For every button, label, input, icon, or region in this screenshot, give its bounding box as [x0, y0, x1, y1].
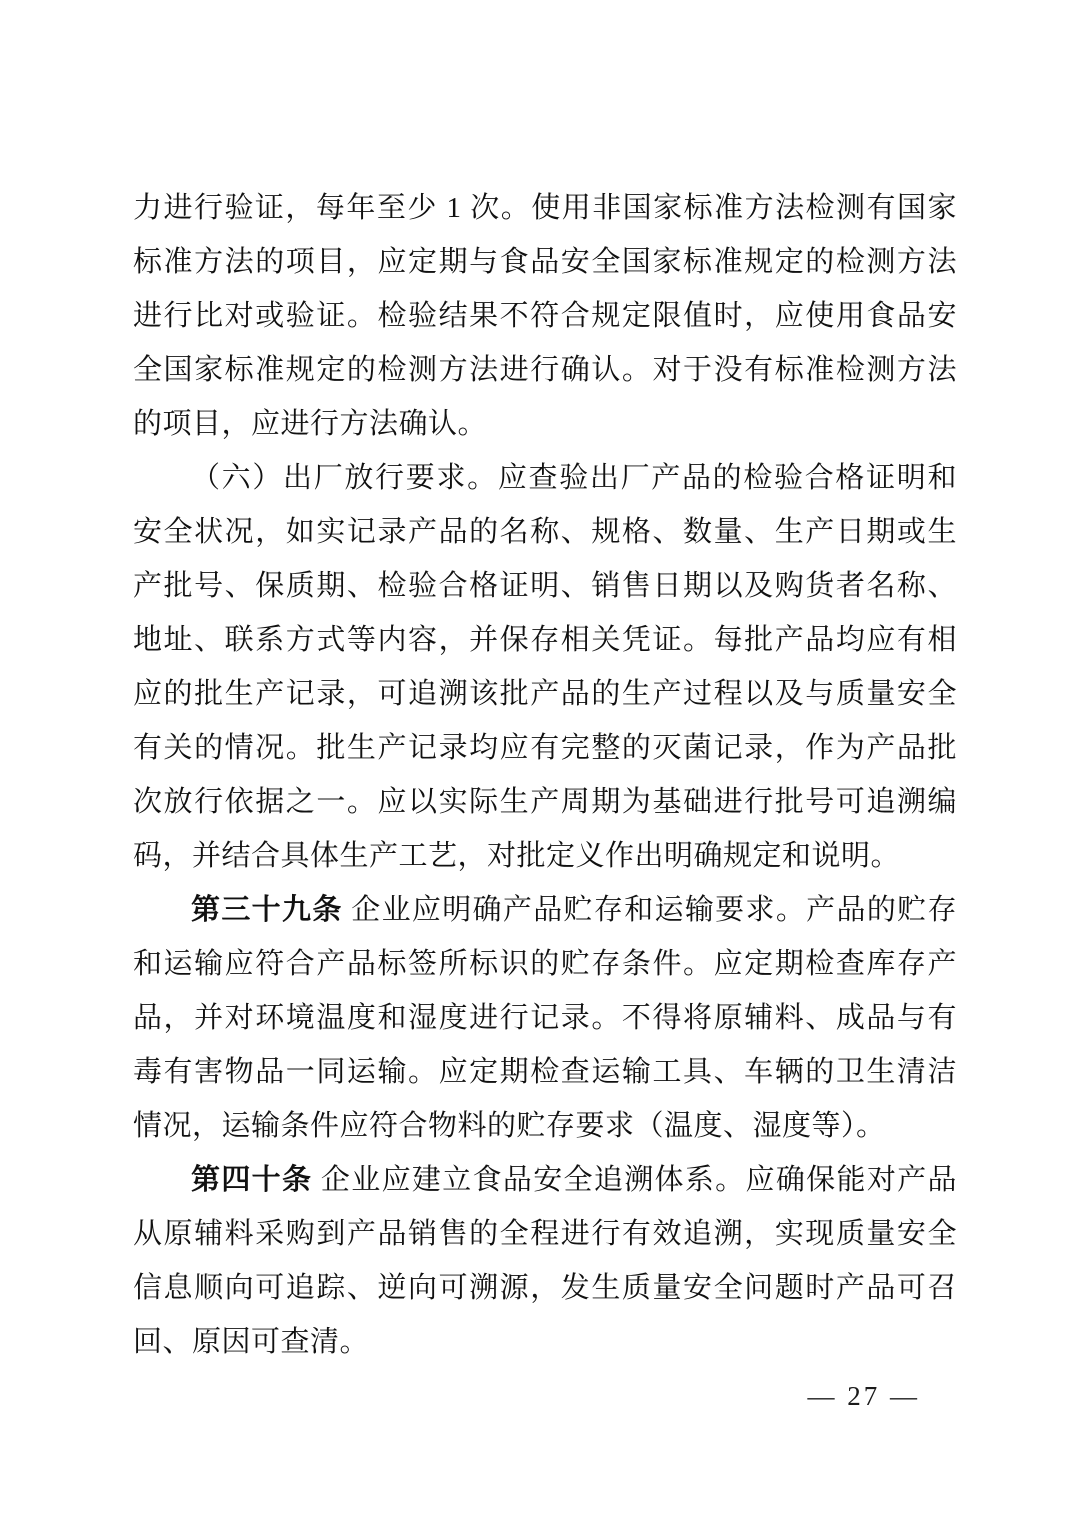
paragraph — [133, 451, 957, 883]
paragraph — [133, 883, 957, 1153]
article-number: 第四十条 — [191, 1164, 313, 1196]
paragraph-text: （六）出厂放行要求。应查验出厂产品的检验合格证明和安全状况，如实记录产品的名称、规格、数量、生产日期或生产批号、保质期、检验合格证明、销售日期以及购货者名称、地址、联系方式等内容，并保存相关凭证。每批产品均应有相应的批生产记录，可追溯该批产品的生产过程以及与质量安全有关的情况。批生产记录均应有完整的灭菌记录，作为产品批次放行依据之一。应以实际生产周期为基础进行批号可追溯编码，并结合具体生产工艺，对批定义作出明确规定和说明。 — [133, 462, 957, 872]
paragraph — [133, 181, 957, 451]
document-content — [133, 181, 957, 1369]
paragraph-text: 企业应建立食品安全追溯体系。应确保能对产品从原辅料采购到产品销售的全程进行有效追溯，实现质量安全信息顺向可追踪、逆向可溯源，发生质量安全问题时产品可召回、原因可查清。 — [133, 1164, 957, 1358]
paragraph-text: 力进行验证，每年至少 1 次。使用非国家标准方法检测有国家标准方法的项目，应定期与食品安全国家标准规定的检测方法进行比对或验证。检验结果不符合规定限值时，应使用食品安全国家标准规定的检测方法进行确认。对于没有标准检测方法的项目，应进行方法确认。 — [133, 192, 957, 440]
paragraph — [133, 1153, 957, 1369]
page-number: — 27 — — [807, 1381, 920, 1411]
paragraph-text: 企业应明确产品贮存和运输要求。产品的贮存和运输应符合产品标签所标识的贮存条件。应定期检查库存产品，并对环境温度和湿度进行记录。不得将原辅料、成品与有毒有害物品一同运输。应定期检查运输工具、车辆的卫生清洁情况，运输条件应符合物料的贮存要求（温度、湿度等）。 — [133, 894, 957, 1142]
article-number: 第三十九条 — [191, 894, 343, 926]
